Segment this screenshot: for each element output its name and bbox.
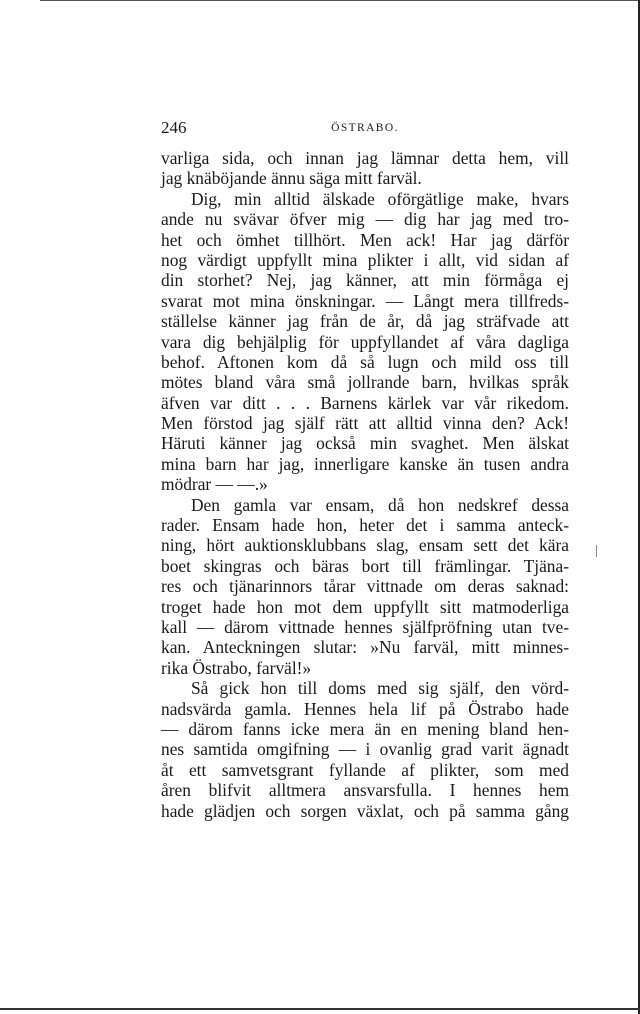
- text-line: kall — därom vittnade hennes själfpröfning utan tve-: [161, 616, 569, 637]
- text-line: hade glädjen och sorgen växlat, och på samma gång: [161, 800, 569, 821]
- text-line: åt ett samvetsgrant fyllande af plikter, som med: [161, 759, 569, 780]
- text-line: troget hade hon mot dem uppfyllt sitt matmoderliga: [161, 596, 569, 617]
- text-line: åren blifvit alltmera ansvarsfulla. I hennes hem: [161, 780, 569, 801]
- text-line: het och ömhet tillhört. Men ack! Har jag därför: [161, 229, 569, 250]
- text-line: mötes bland våra små jollrande barn, hvilkas språk: [161, 372, 569, 393]
- text-line: ställelse känner jag från de år, då jag sträfvade att: [161, 311, 569, 332]
- running-title: ÖSTRABO.: [331, 122, 399, 134]
- text-line: jag knäböjande ännu säga mitt farväl.: [161, 168, 422, 189]
- text-line: Men förstod jag själf rätt att alltid vinna den? Ack!: [161, 413, 569, 434]
- text-line: nog värdigt uppfyllt mina plikter i allt, vid sidan af: [161, 249, 569, 270]
- text-line: vara dig behjälplig för uppfyllandet af våra dagliga: [161, 331, 569, 352]
- page-number: 246: [161, 118, 187, 137]
- text-line: Häruti känner jag också min svaghet. Men älskat: [161, 433, 569, 454]
- text-line: mödrar — —.»: [161, 474, 268, 495]
- text-line: nes samtida omgifning — i ovanlig grad varit ägnadt: [161, 739, 569, 760]
- scan-edge-bottom: [0, 1008, 640, 1010]
- text-line: svarat mot mina önskningar. — Långt mera tillfreds-: [161, 290, 569, 311]
- text-line: Så gick hon till doms med sig själf, den vörd-: [191, 678, 569, 699]
- running-head: [161, 118, 569, 140]
- text-line: din storhet? Nej, jag känner, att min förmåga ej: [161, 270, 569, 291]
- text-line: ande nu svävar öfver mig — dig har jag med tro-: [161, 209, 569, 230]
- book-page: [161, 118, 569, 821]
- margin-mark: [596, 545, 597, 557]
- text-line: Dig, min alltid älskade oförgätlige make, hvars: [191, 188, 569, 209]
- text-line: behof. Aftonen kom då så lugn och mild oss till: [161, 351, 569, 372]
- text-line: mina barn har jag, innerligare kanske än tusen andra: [161, 453, 569, 474]
- text-line: res och tjänarinnors tårar vittnade om deras saknad:: [161, 576, 569, 597]
- text-line: rader. Ensam hade hon, heter det i samma anteck-: [161, 515, 569, 536]
- text-line: Den gamla var ensam, då hon nedskref dessa: [191, 494, 569, 515]
- text-line: ning, hört auktionsklubbans slag, ensam sett det kära: [161, 535, 569, 556]
- text-line: rika Östrabo, farväl!»: [161, 657, 312, 678]
- body-text: [161, 148, 569, 821]
- text-line: nadsvärda gamla. Hennes hela lif på Östrabo hade: [161, 698, 569, 719]
- text-line: boet skingras och bäras bort till främlingar. Tjäna-: [161, 555, 569, 576]
- text-line: — därom fanns icke mera än en mening bland hen-: [161, 718, 569, 739]
- text-line: äfven var ditt . . . Barnens kärlek var vår rikedom.: [161, 392, 569, 413]
- scan-edge-top: [40, 0, 640, 1]
- text-line: varliga sida, och innan jag lämnar detta hem, vill: [161, 148, 569, 168]
- text-line: kan. Anteckningen slutar: »Nu farväl, mitt minnes-: [161, 637, 569, 658]
